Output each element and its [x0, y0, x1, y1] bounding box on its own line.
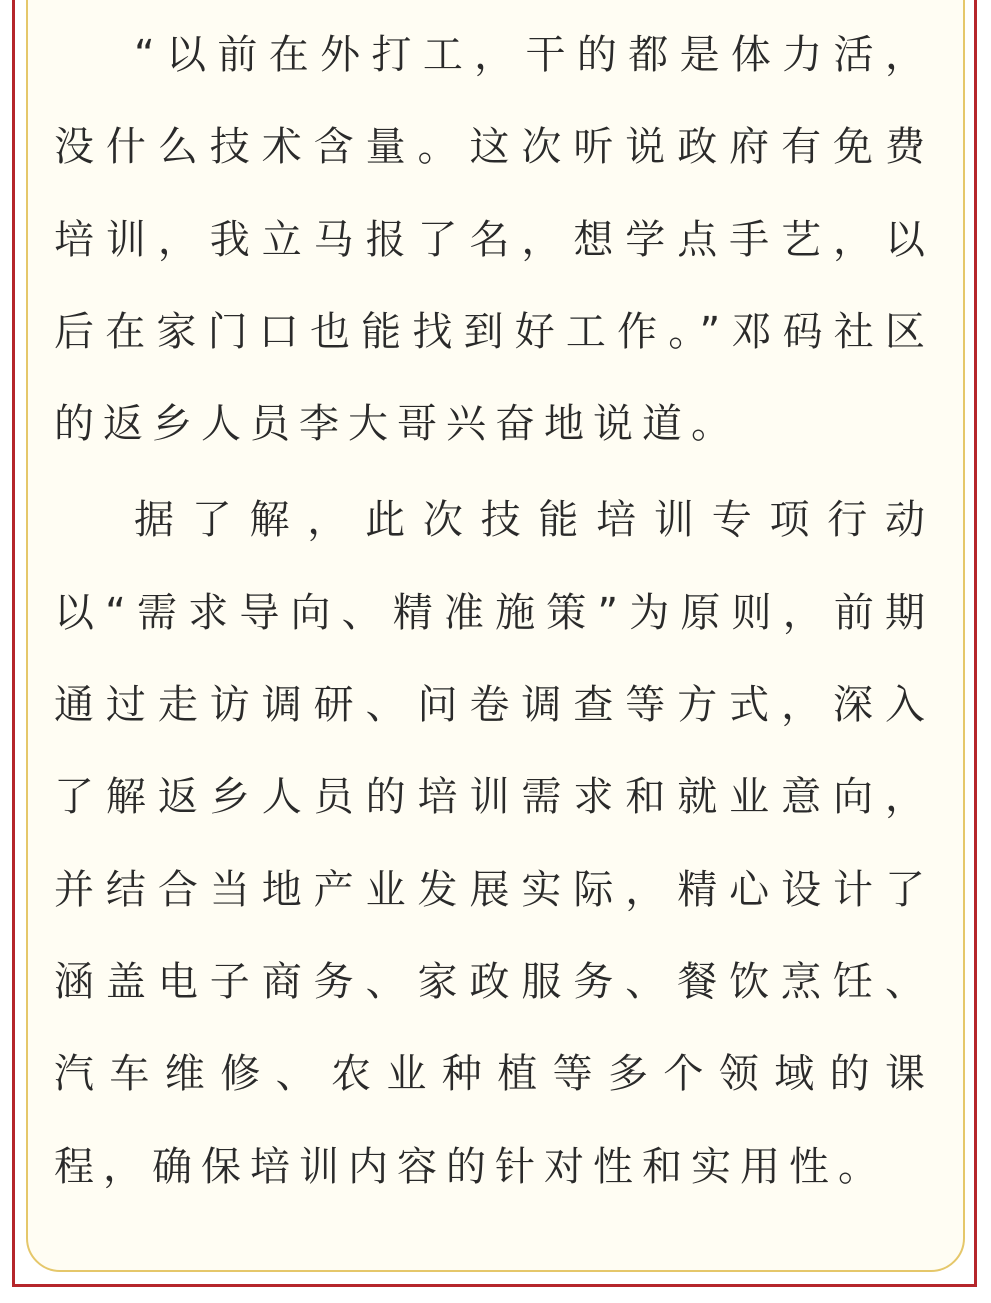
- article-paragraph-2: 据了解，此次技能培训专项行动以“需求导向、精准施策”为原则，前期通过走访调研、问卷调查等方式，深入了解返乡人员的培训需求和就业意向，并结合当地产业发展实际，精心设计了涵盖电子商务、家政服务、餐饮烹饪、汽车维修、农业种植等多个领域的课程，确保培训内容的针对性和实用性。: [54, 497, 934, 1190]
- article-body: [54, 9, 934, 1213]
- article-paragraph-1: “以前在外打工，干的都是体力活，没什么技术含量。这次听说政府有免费培训，我立马报了名，想学点手艺，以后在家门口也能找到好工作。”邓码社区的返乡人员李大哥兴奋地说道。: [54, 32, 934, 448]
